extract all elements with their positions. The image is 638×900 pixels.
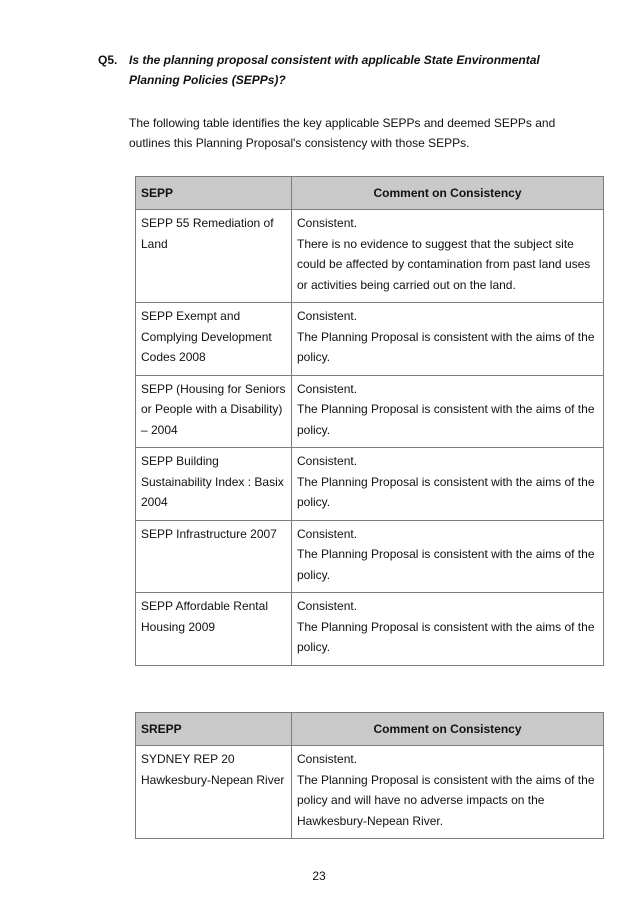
comment-text: The Planning Proposal is consistent with the aims of the policy. [297,474,595,509]
sepp-consistency-table [135,176,604,666]
comment-cell [292,210,604,303]
comment-text: The Planning Proposal is consistent with the aims of the policy and will have no adverse impacts on the Hawkesbury-Nepean River. [297,772,595,828]
status-text: Consistent. [297,381,358,396]
comment-text: The Planning Proposal is consistent with the aims of the policy. [297,329,595,364]
status-text: Consistent. [297,599,358,613]
srepp-consistency-table [135,712,604,839]
comment-cell [292,746,604,839]
comment-cell [292,375,604,448]
policy-cell: SEPP Exempt and Complying Development Codes 2008 [136,303,292,376]
comment-text: There is no evidence to suggest that the subject site could be affected by contamination from past land uses or activities being carried out on the land. [297,236,591,292]
policy-cell: SEPP Affordable Rental Housing 2009 [136,593,292,666]
comment-cell [292,448,604,521]
policy-cell: SEPP Infrastructure 2007 [136,520,292,593]
table-row [136,520,604,593]
status-text: Consistent. [297,752,358,766]
table-header-row [136,713,604,746]
table-row [136,746,604,839]
status-text: Consistent. [297,216,358,230]
table-row [136,210,604,303]
comment-text: The Planning Proposal is consistent with the aims of the policy. [297,547,595,582]
table-row [136,303,604,376]
policy-cell: SYDNEY REP 20 Hawkesbury-Nepean River [136,746,292,839]
status-text: Consistent. [297,309,358,323]
header-comment: Comment on Consistency [292,713,604,746]
table-row [136,593,604,666]
table-row [136,448,604,521]
comment-text: The Planning Proposal is consistent with the aims of the policy. [297,619,595,654]
header-srepp: SREPP [136,713,292,746]
policy-cell: SEPP Building Sustainability Index : Basix 2004 [136,448,292,521]
table-header-row [136,177,604,210]
policy-cell: SEPP 55 Remediation of Land [136,210,292,303]
policy-cell: SEPP (Housing for Seniors or People with a Disability) – 2004 [136,375,292,448]
page-number: 23 [312,869,326,883]
comment-cell [292,520,604,593]
comment-cell [292,593,604,666]
comment-cell [292,303,604,376]
header-comment: Comment on Consistency [292,177,604,210]
header-sepp: SEPP [136,177,292,210]
status-text: Consistent. [297,526,358,541]
question-text: Is the planning proposal consistent with applicable State Environmental Planning Policies (SEPPs)? [129,53,540,87]
question-number: Q5. [98,53,118,67]
intro-paragraph: The following table identifies the key applicable SEPPs and deemed SEPPs and outlines this Planning Proposal's consistency with those SEPPs. [129,116,556,150]
comment-text: The Planning Proposal is consistent with the aims of the policy. [297,402,595,437]
table-row [136,375,604,448]
status-text: Consistent. [297,454,358,468]
